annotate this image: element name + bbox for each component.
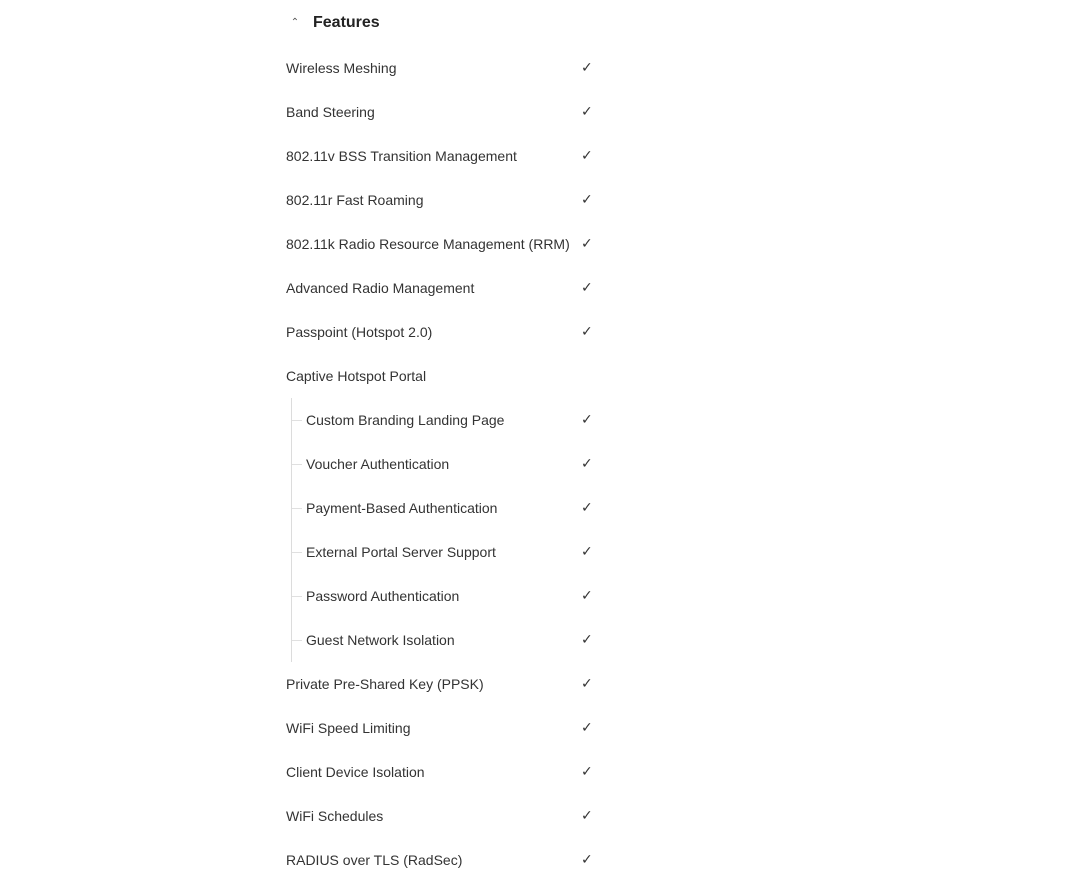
checkmark-icon: ✓ (581, 192, 593, 208)
subfeature-label: Custom Branding Landing Page (306, 412, 505, 428)
feature-row (286, 706, 606, 750)
checkmark-icon: ✓ (581, 104, 593, 120)
subfeature-row (286, 618, 606, 662)
feature-row (286, 750, 606, 794)
subfeature-label: Password Authentication (306, 588, 460, 604)
feature-row (286, 178, 606, 222)
feature-row (286, 46, 606, 90)
checkmark-icon: ✓ (581, 324, 593, 340)
checkmark-icon: ✓ (581, 720, 593, 736)
subfeature-row (286, 398, 606, 442)
checkmark-icon: ✓ (581, 588, 593, 604)
feature-label: RADIUS over TLS (RadSec) (286, 852, 463, 868)
feature-row (286, 794, 606, 838)
feature-group-label: Captive Hotspot Portal (286, 368, 427, 384)
feature-label: 802.11v BSS Transition Management (286, 148, 517, 164)
subfeature-label: Voucher Authentication (306, 456, 450, 472)
checkmark-icon: ✓ (581, 544, 593, 560)
checkmark-icon: ✓ (581, 148, 593, 164)
checkmark-icon: ✓ (581, 852, 593, 868)
checkmark-icon: ✓ (581, 412, 593, 428)
captive-portal-subfeatures (286, 398, 606, 662)
checkmark-icon: ✓ (581, 500, 593, 516)
checkmark-icon: ✓ (581, 808, 593, 824)
features-section (286, 0, 606, 882)
feature-row (286, 134, 606, 178)
feature-label: 802.11k Radio Resource Management (RRM) (286, 236, 570, 252)
features-section-header[interactable] (286, 0, 606, 46)
feature-row (286, 90, 606, 134)
subfeature-label: Guest Network Isolation (306, 632, 455, 648)
feature-label: Passpoint (Hotspot 2.0) (286, 324, 433, 340)
feature-row (286, 266, 606, 310)
feature-label: 802.11r Fast Roaming (286, 192, 424, 208)
checkmark-icon: ✓ (581, 456, 593, 472)
feature-row (286, 838, 606, 882)
subfeature-row (286, 486, 606, 530)
subfeature-label: Payment-Based Authentication (306, 500, 498, 516)
feature-row (286, 222, 606, 266)
checkmark-icon: ✓ (581, 280, 593, 296)
feature-row (286, 662, 606, 706)
subfeature-row (286, 574, 606, 618)
feature-label: Client Device Isolation (286, 764, 425, 780)
feature-label: Advanced Radio Management (286, 280, 475, 296)
subfeature-row (286, 442, 606, 486)
checkmark-icon: ✓ (581, 236, 593, 252)
chevron-up-icon[interactable]: ⌃ (290, 16, 300, 28)
checkmark-icon: ✓ (581, 676, 593, 692)
feature-row (286, 310, 606, 354)
feature-group-row (286, 354, 606, 398)
checkmark-icon: ✓ (581, 60, 593, 76)
feature-label: WiFi Schedules (286, 808, 384, 824)
features-list (286, 46, 606, 882)
feature-label: WiFi Speed Limiting (286, 720, 411, 736)
section-title: Features (313, 14, 380, 31)
feature-label: Private Pre-Shared Key (PPSK) (286, 676, 484, 692)
checkmark-icon: ✓ (581, 632, 593, 648)
checkmark-icon: ✓ (581, 764, 593, 780)
feature-label: Band Steering (286, 104, 375, 120)
feature-label: Wireless Meshing (286, 60, 397, 76)
subfeature-label: External Portal Server Support (306, 544, 496, 560)
subfeature-row (286, 530, 606, 574)
